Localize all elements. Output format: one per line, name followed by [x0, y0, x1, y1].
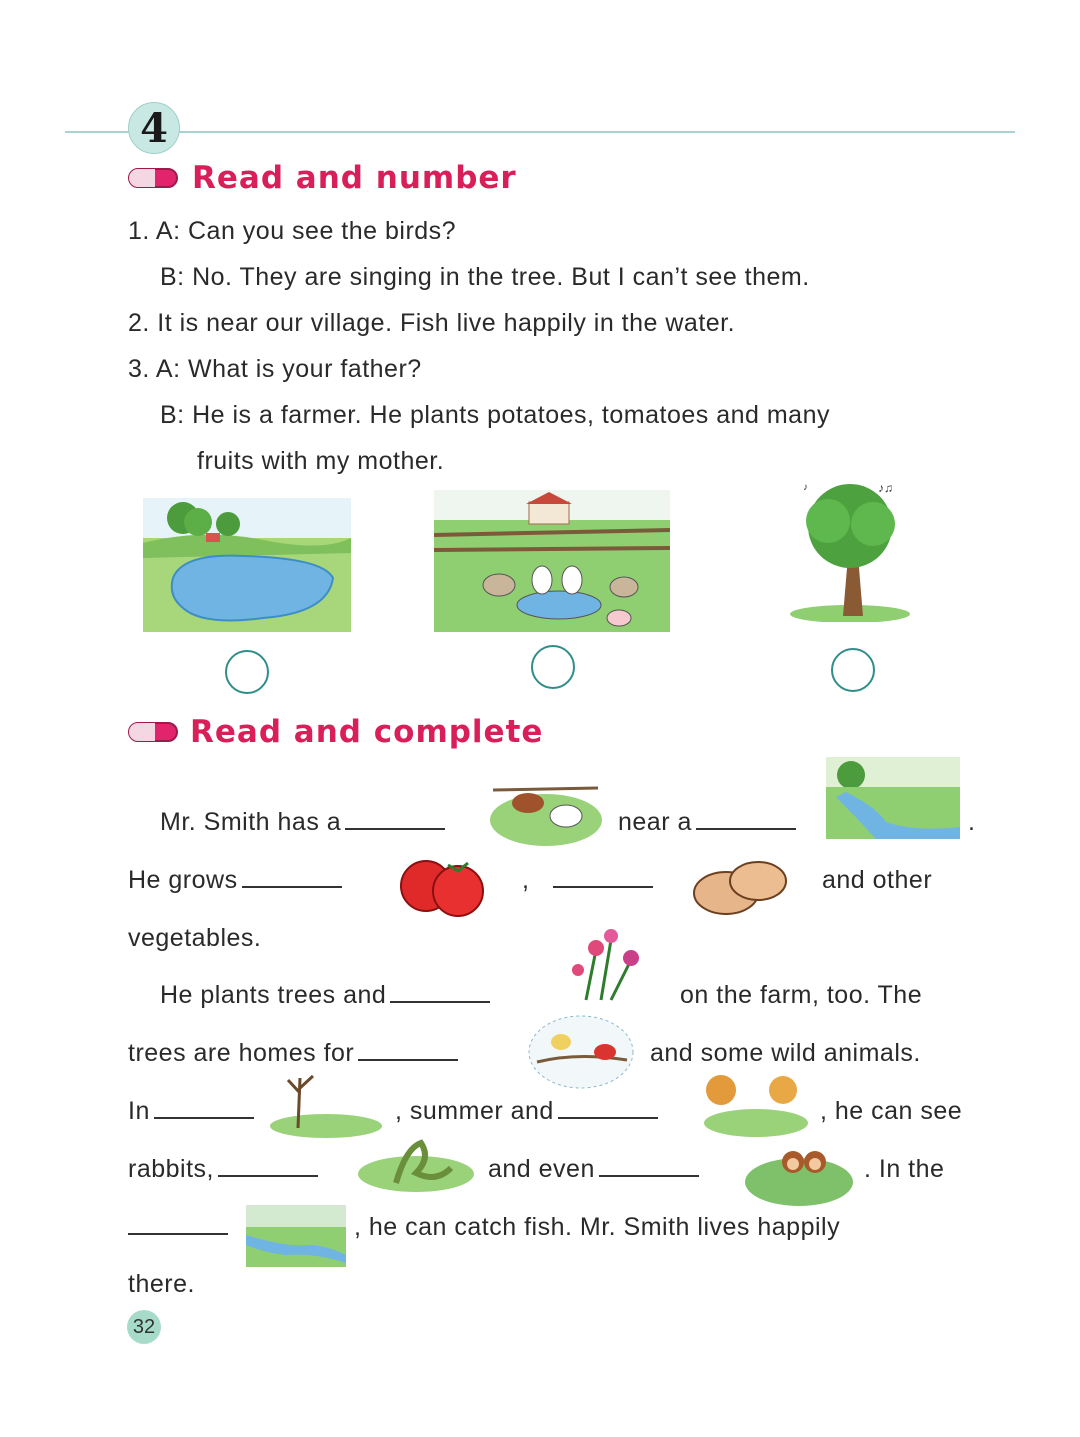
passage-text-segment: . In the — [864, 1155, 945, 1183]
potatoes-picture — [690, 855, 790, 917]
passage-text — [128, 1213, 232, 1242]
passage-text — [522, 866, 657, 895]
passage-text-segment: , he can see — [820, 1097, 963, 1125]
passage-text-segment: He grows — [128, 866, 238, 894]
answer-blank[interactable] — [558, 1117, 658, 1119]
farm-picture — [434, 490, 670, 632]
answer-blank[interactable] — [553, 886, 653, 888]
dialogue-line: 1. A: Can you see the birds? — [128, 217, 457, 245]
passage-text-segment: there. — [128, 1270, 195, 1298]
tree-with-birds-picture — [788, 476, 918, 622]
passage-text — [618, 808, 800, 837]
answer-blank[interactable] — [154, 1117, 254, 1119]
passage-text-segment: , — [522, 866, 530, 894]
answer-blank[interactable] — [218, 1175, 318, 1177]
farm-animals-picture — [488, 778, 604, 848]
passage-text-segment: trees are homes for — [128, 1039, 355, 1067]
birds-picture — [527, 1012, 635, 1092]
passage-text-segment: , he can catch fish. Mr. Smith lives happily — [354, 1213, 841, 1241]
lake-picture — [143, 498, 351, 632]
passage-text — [488, 1155, 703, 1184]
dialogue-line: B: He is a farmer. He plants potatoes, tomatoes and many — [160, 401, 830, 429]
dialogue-line: 2. It is near our village. Fish live happily in the water. — [128, 309, 736, 337]
dialogue-line: B: No. They are singing in the tree. But I can’t see them. — [160, 263, 810, 291]
snakes-picture — [356, 1128, 476, 1194]
passage-text — [160, 808, 449, 837]
answer-blank[interactable] — [358, 1059, 458, 1061]
section-title-read-and-number: Read and number — [192, 160, 517, 196]
section-marker-icon — [128, 722, 178, 742]
flowers-picture — [556, 920, 652, 1004]
dialogue-line: 3. A: What is your father? — [128, 355, 422, 383]
answer-circle-2[interactable] — [531, 645, 575, 689]
passage-text — [128, 866, 346, 895]
page-number: 32 — [127, 1310, 161, 1344]
answer-circle-3[interactable] — [831, 648, 875, 692]
dialogue-line: fruits with my mother. — [197, 447, 445, 475]
answer-blank[interactable] — [242, 886, 342, 888]
passage-text-segment: vegetables. — [128, 924, 262, 952]
header-rule — [65, 131, 1015, 133]
passage-text-segment: near a — [618, 808, 692, 836]
passage-text-segment: on the farm, too. The — [680, 981, 923, 1009]
passage-text-segment: Mr. Smith has a — [160, 808, 342, 836]
unit-number: 4 — [140, 105, 168, 152]
passage-text-segment: , summer and — [395, 1097, 554, 1125]
passage-text-segment: and other — [822, 866, 933, 894]
answer-blank[interactable] — [345, 828, 445, 830]
unit-badge — [128, 102, 180, 154]
answer-blank[interactable] — [128, 1233, 228, 1235]
autumn-trees-picture — [703, 1068, 809, 1138]
answer-blank[interactable] — [390, 1001, 490, 1003]
section-marker-icon — [128, 168, 178, 188]
answer-blank[interactable] — [599, 1175, 699, 1177]
passage-text-segment: . — [968, 808, 976, 836]
passage-text-segment: He plants trees and — [160, 981, 387, 1009]
passage-text — [128, 1039, 462, 1068]
monkeys-picture — [743, 1138, 855, 1208]
stream-picture — [246, 1205, 346, 1267]
tomatoes-picture — [388, 853, 498, 919]
section-title-read-and-complete: Read and complete — [190, 714, 544, 750]
svg-text:♪♫: ♪♫ — [878, 481, 893, 495]
passage-text — [395, 1097, 662, 1126]
passage-text-segment: and even — [488, 1155, 595, 1183]
svg-text:♪: ♪ — [803, 482, 808, 493]
answer-circle-1[interactable] — [225, 650, 269, 694]
passage-text — [160, 981, 494, 1010]
passage-text — [128, 1155, 322, 1184]
passage-text — [128, 1097, 258, 1126]
passage-text-segment: In — [128, 1097, 150, 1125]
river-picture — [826, 757, 960, 839]
answer-blank[interactable] — [696, 828, 796, 830]
passage-text-segment: rabbits, — [128, 1155, 214, 1183]
passage-text-segment: and some wild animals. — [650, 1039, 921, 1067]
